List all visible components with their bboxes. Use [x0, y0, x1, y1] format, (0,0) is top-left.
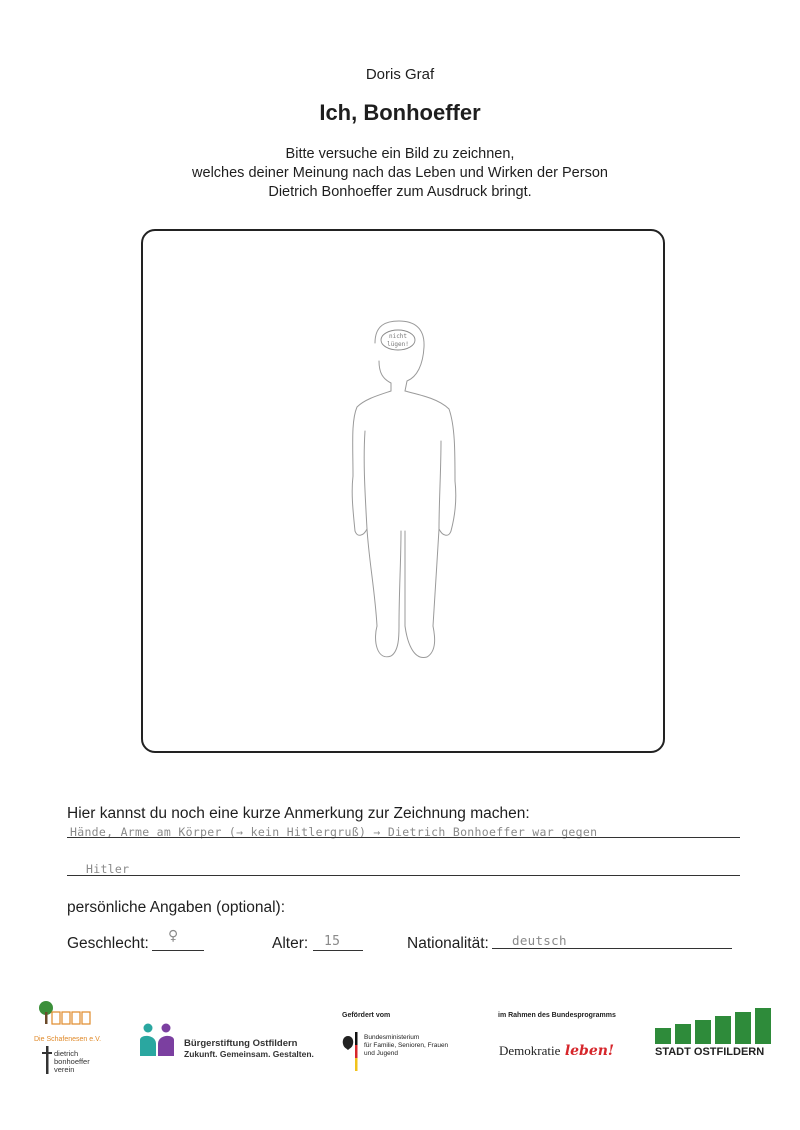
logo-bar — [715, 1016, 731, 1044]
rahmen-label: im Rahmen des Bundesprogramms — [498, 1012, 616, 1019]
age-label: Alter: — [272, 935, 309, 952]
instruction-line: Bitte versuche ein Bild zu zeichnen, — [285, 146, 515, 162]
db-verein-line: dietrich — [54, 1049, 79, 1058]
instruction-line: welches deiner Meinung nach das Leben und Wirken der Person — [192, 165, 608, 181]
ministerium-line: für Familie, Senioren, Frauen — [364, 1042, 449, 1049]
ministerium-logo — [340, 1030, 470, 1074]
gender-field[interactable] — [152, 950, 204, 951]
eagle-icon — [340, 1030, 360, 1074]
leben-text: leben! — [564, 1043, 615, 1059]
head-note-line: nicht — [388, 333, 408, 340]
logo-bar — [655, 1028, 671, 1044]
nationality-label: Nationalität: — [407, 935, 489, 952]
gefoerdert-label: Gefördert vom — [342, 1012, 391, 1019]
page-title: Ich, Bonhoeffer — [319, 100, 481, 125]
logo-bar — [695, 1020, 711, 1044]
gender-label: Geschlecht: — [67, 935, 149, 952]
buergerstiftung-logo — [138, 1022, 318, 1062]
buergerstiftung-slogan: Zukunft. Gemeinsam. Gestalten. — [184, 1049, 314, 1059]
remark-line-1-text: Hände, Arme am Körper (→ kein Hitlergruß) → Dietrich Bonhoeffer war gegen — [70, 825, 598, 839]
nationality-value: deutsch — [512, 933, 567, 948]
remark-line-1[interactable] — [67, 837, 740, 838]
demokratie-text: Demokratie — [499, 1043, 561, 1058]
remark-label: Hier kannst du noch eine kurze Anmerkung zur Zeichnung machen: — [67, 805, 530, 822]
stadt-ostfildern-name: STADT OSTFILDERN — [655, 1046, 765, 1058]
logo-bar — [675, 1024, 691, 1044]
tree-icon — [34, 998, 104, 1038]
db-verein-logo — [42, 1046, 112, 1076]
instructions — [0, 145, 800, 202]
gender-value: ♀ — [168, 926, 179, 946]
schafzenen-name: Die Schafenesen e.V. — [34, 1036, 102, 1043]
drawing-frame — [141, 229, 665, 753]
ministerium-line: Bundesministerium — [364, 1034, 420, 1041]
people-icon — [138, 1022, 178, 1058]
pencil-figure-drawing — [143, 231, 663, 751]
age-field[interactable] — [313, 950, 363, 951]
nationality-field[interactable] — [492, 948, 732, 949]
author-name: Doris Graf — [365, 66, 435, 83]
ministerium-line: und Jugend — [364, 1050, 398, 1057]
db-verein-line: bonhoeffer — [54, 1057, 90, 1066]
db-verein-line: verein — [54, 1065, 75, 1074]
head-note-line: lügen! — [387, 341, 409, 348]
logo-bar — [755, 1008, 771, 1044]
remark-line-2-text: Hitler — [86, 862, 130, 876]
logo-bar — [735, 1012, 751, 1044]
buergerstiftung-name: Bürgerstiftung Ostfildern — [184, 1038, 298, 1049]
instruction-line: Dietrich Bonhoeffer zum Ausdruck bringt. — [268, 184, 532, 200]
remark-line-2[interactable] — [67, 875, 740, 876]
demokratie-leben-logo — [499, 1042, 614, 1060]
personal-info-label: persönliche Angaben (optional): — [67, 899, 286, 916]
age-value: 15 — [324, 934, 341, 949]
stadt-ostfildern-logo — [655, 1008, 775, 1060]
